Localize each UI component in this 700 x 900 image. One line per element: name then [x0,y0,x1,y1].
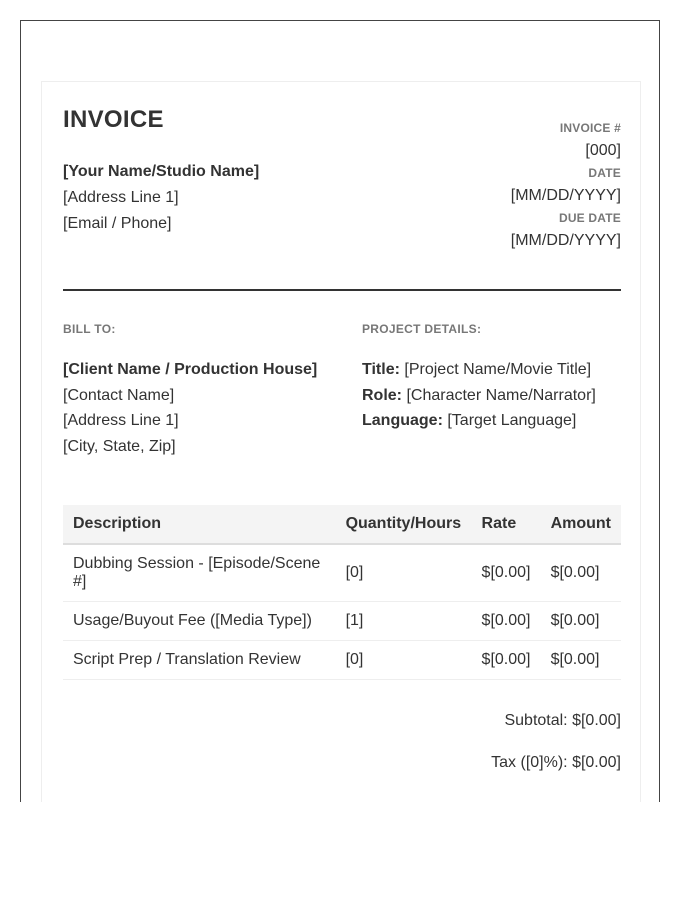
row-description: Script Prep / Translation Review [63,641,336,680]
client-contact: [Contact Name] [63,386,175,404]
invoice-number-label: INVOICE # [559,121,621,135]
header-divider [63,289,621,291]
project-title-line [362,357,596,383]
subtotal-line: Subtotal: $[0.00] [504,712,621,729]
bill-to-block [63,357,317,459]
table-header-row [63,505,621,544]
project-title-value: [Project Name/Movie Title] [404,361,592,378]
project-role-value: [Character Name/Narrator] [406,386,596,404]
row-rate: $[0.00] [472,602,541,641]
row-quantity: [1] [336,602,472,641]
totals-block [491,712,621,796]
table-row [63,544,621,602]
row-description: Usage/Buyout Fee ([Media Type]) [63,602,336,641]
client-city: [City, State, Zip] [63,437,176,455]
due-date-label: DUE DATE [558,211,621,225]
row-amount: $[0.00] [541,602,621,641]
row-quantity: [0] [336,641,472,680]
sender-name: [Your Name/Studio Name] [63,163,260,180]
row-amount: $[0.00] [541,544,621,602]
row-amount: $[0.00] [541,641,621,680]
row-rate: $[0.00] [472,641,541,680]
invoice-title: INVOICE [63,106,164,133]
column-header-rate: Rate [472,505,541,544]
column-header-quantity: Quantity/Hours [336,505,472,544]
project-role-line [362,383,596,409]
sender-address: [Address Line 1] [63,189,179,206]
invoice-date-label: DATE [588,166,621,180]
sender-block [63,159,259,237]
column-header-amount: Amount [541,505,621,544]
project-details-heading: PROJECT DETAILS: [362,322,482,336]
project-role-label: Role: [362,386,402,404]
project-language-line [362,408,596,434]
project-language-value: [Target Language] [447,412,577,429]
due-date-value: [MM/DD/YYYY] [510,232,621,249]
line-items-table [63,505,621,680]
invoice-date-value: [MM/DD/YYYY] [510,187,621,204]
sender-contact: [Email / Phone] [63,215,172,232]
client-address: [Address Line 1] [63,412,179,429]
invoice-meta [511,119,621,254]
project-title-label: Title: [362,361,400,378]
document-frame [20,20,660,802]
project-details-block [362,357,596,434]
row-description: Dubbing Session - [Episode/Scene #] [63,544,336,602]
project-language-label: Language: [362,412,443,429]
bill-to-heading: BILL TO: [63,322,116,336]
table-row [63,641,621,680]
invoice-sheet [41,81,641,802]
table-row [63,602,621,641]
row-quantity: [0] [336,544,472,602]
invoice-number-value: [000] [585,142,621,159]
column-header-description: Description [63,505,336,544]
row-rate: $[0.00] [472,544,541,602]
client-name: [Client Name / Production House] [63,361,318,378]
tax-line: Tax ([0]%): $[0.00] [491,754,621,771]
